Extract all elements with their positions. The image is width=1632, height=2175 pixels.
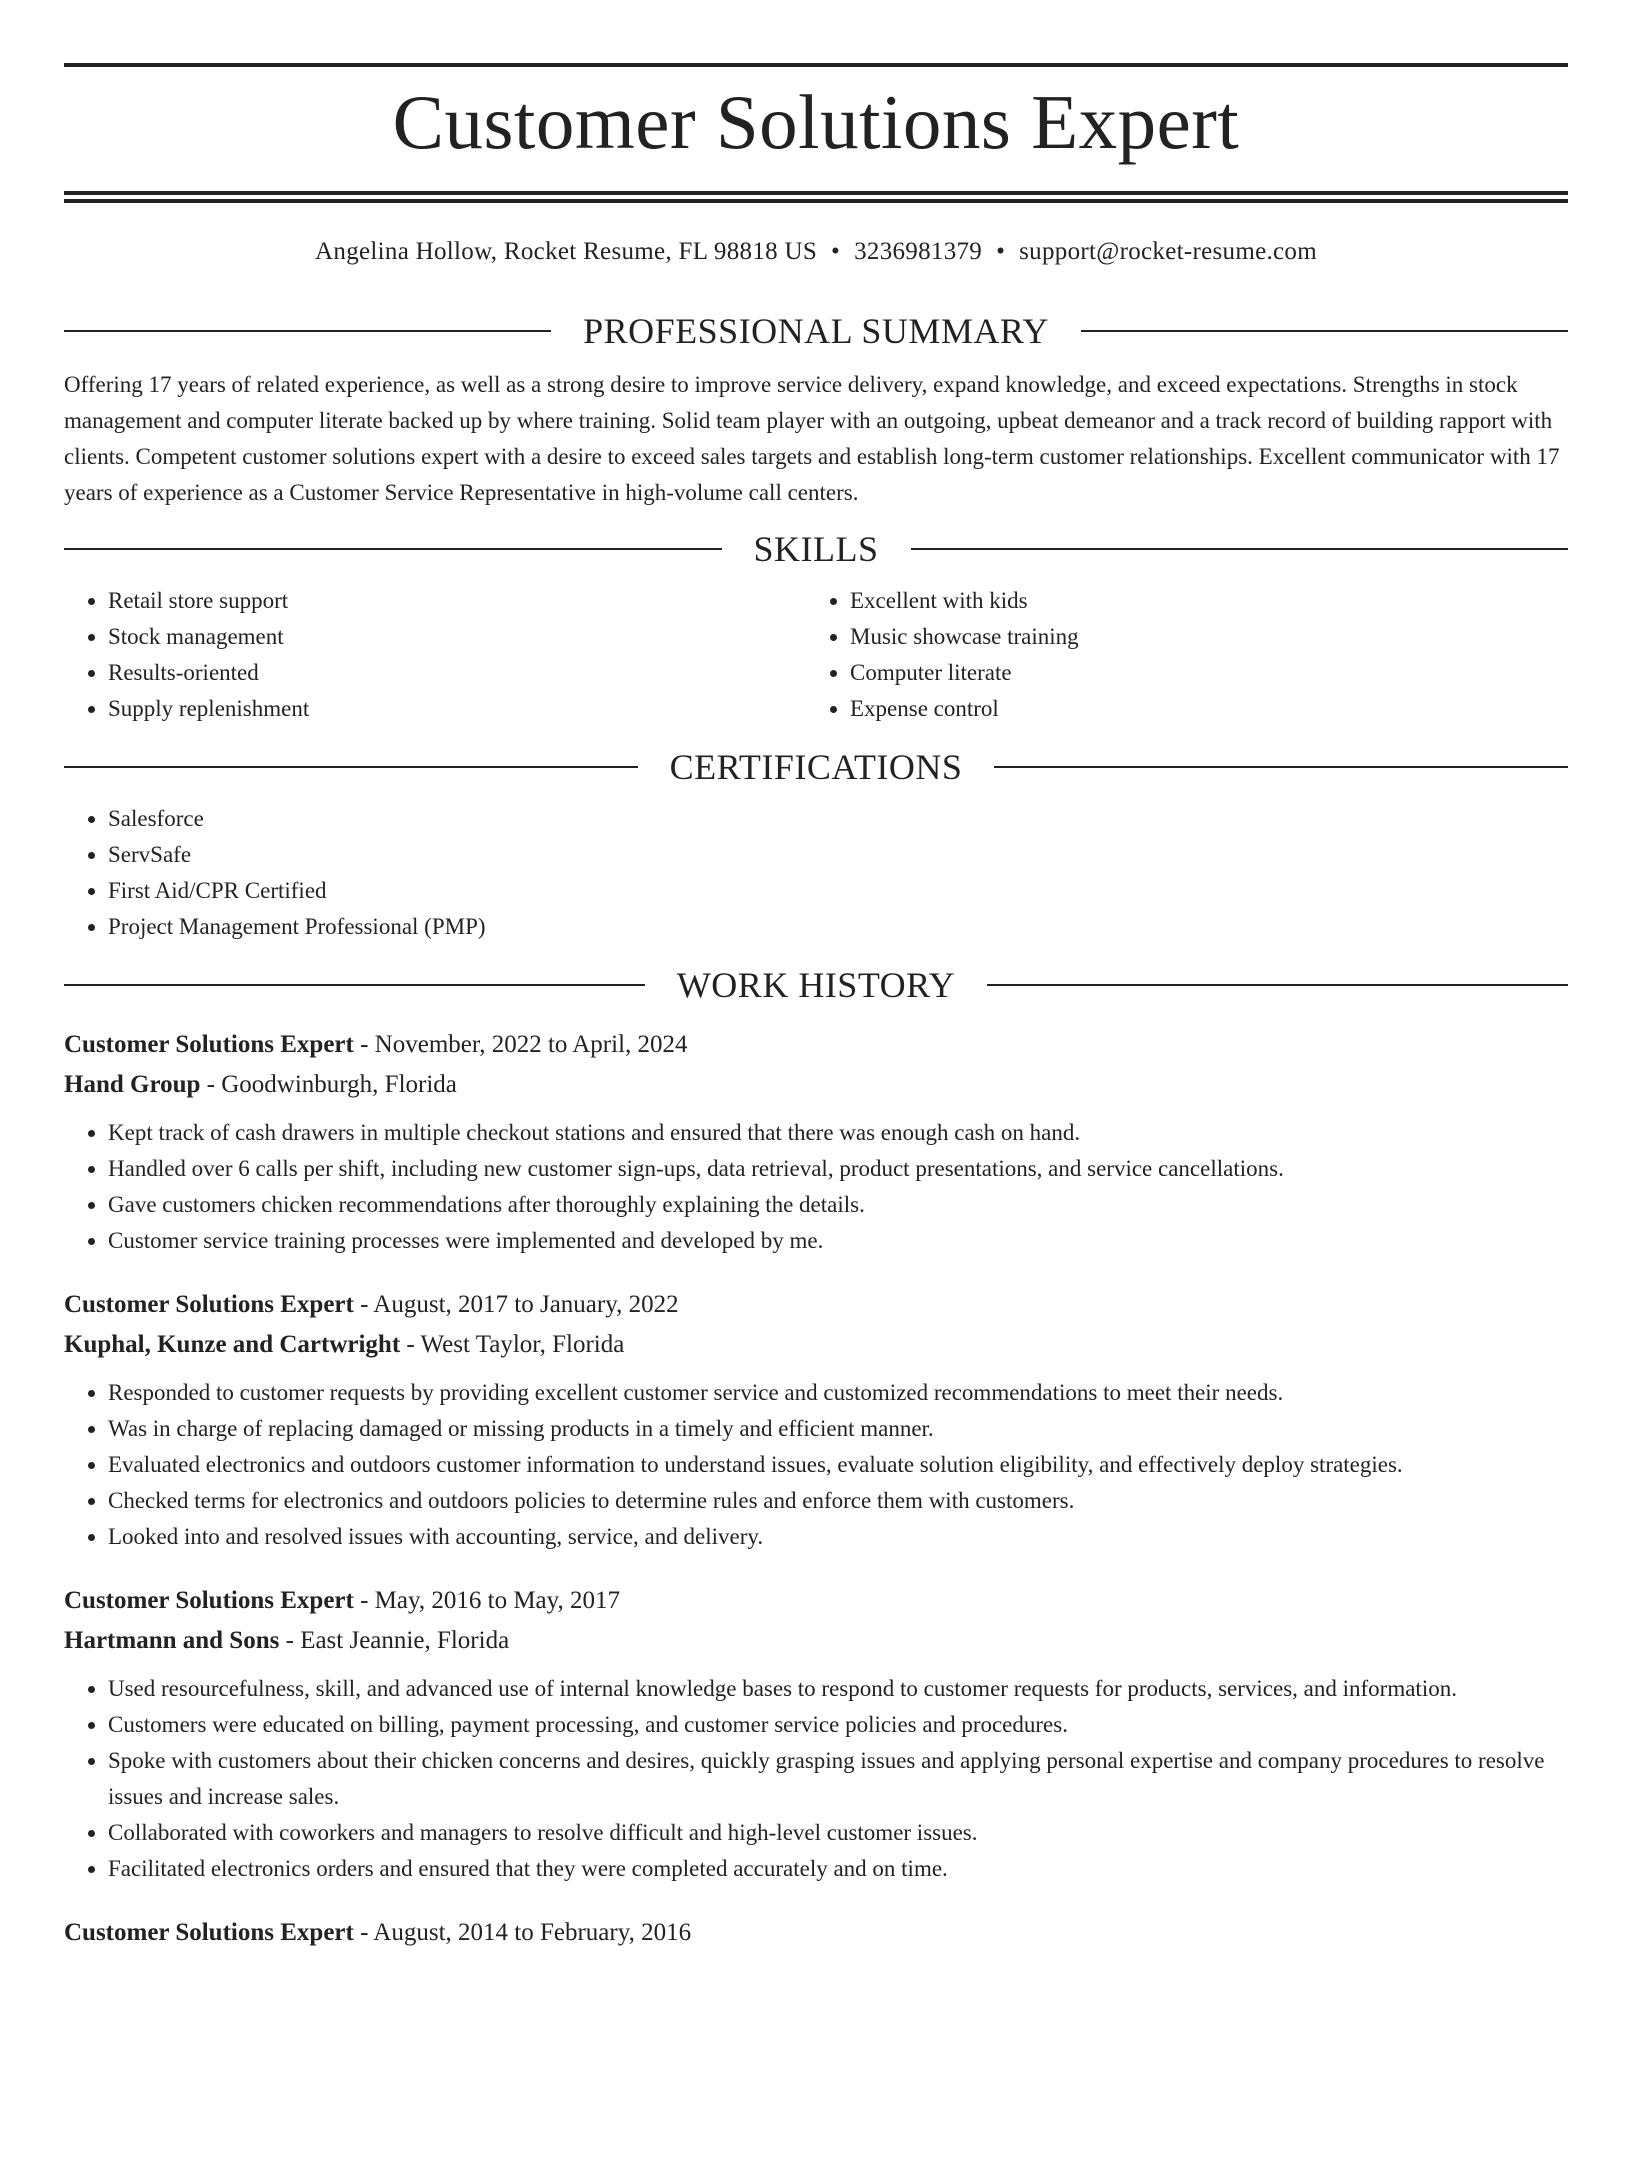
contact-separator: • <box>831 238 841 265</box>
skill-item: • Music showcase training <box>850 619 1568 655</box>
section-title: PROFESSIONAL SUMMARY <box>583 311 1049 351</box>
top-rule <box>64 63 1568 67</box>
divider <box>64 548 722 550</box>
job-bullet: • Evaluated electronics and outdoors customer information to understand issues, evaluate solution eligibility, and effectively deploy strategies. <box>108 1447 1568 1483</box>
job-bullet: • Handled over 6 calls per shift, including new customer sign-ups, data retrieval, product presentations, and service cancellations. <box>108 1151 1568 1187</box>
skill-item: • Computer literate <box>850 655 1568 691</box>
job-dash: - <box>353 1291 374 1318</box>
job-dash: - <box>353 1587 375 1614</box>
job-dash: - <box>353 1919 374 1946</box>
skill-item: • Stock management <box>108 619 806 655</box>
job-dates: May, 2016 to May, 2017 <box>374 1587 621 1614</box>
job-title-line <box>64 1581 1568 1621</box>
job-dates: November, 2022 to April, 2024 <box>374 1031 688 1058</box>
job-entry <box>64 1285 1568 1555</box>
section-title: SKILLS <box>753 529 879 569</box>
skill-item: • Results-oriented <box>108 655 806 691</box>
job-entry <box>64 1581 1568 1887</box>
job-bullet: • Responded to customer requests by providing excellent customer service and customized recommendations to meet their needs. <box>108 1375 1568 1411</box>
job-entry <box>64 1913 1568 1953</box>
section-heading-work-history <box>64 963 1568 1007</box>
job-location: West Taylor, Florida <box>420 1331 625 1358</box>
skills-list-left <box>64 583 806 727</box>
certification-item: • Project Management Professional (PMP) <box>108 909 1568 945</box>
job-bullet: • Customers were educated on billing, payment processing, and customer service policies and procedures. <box>108 1707 1568 1743</box>
resume-title: Customer Solutions Expert <box>392 79 1240 165</box>
job-bullet: • Customer service training processes were implemented and developed by me. <box>108 1223 1568 1259</box>
section-title: CERTIFICATIONS <box>669 747 963 787</box>
contact-phone: 3236981379 <box>854 238 983 265</box>
divider <box>64 984 645 986</box>
divider <box>911 548 1569 550</box>
job-bullet: • Was in charge of replacing damaged or missing products in a timely and efficient manner. <box>108 1411 1568 1447</box>
job-title: Customer Solutions Expert <box>64 1291 354 1318</box>
section-heading-skills <box>64 527 1568 571</box>
job-bullet: • Kept track of cash drawers in multiple checkout stations and ensured that there was enough cash on hand. <box>108 1115 1568 1151</box>
job-company: Kuphal, Kunze and Cartwright <box>64 1331 401 1358</box>
certifications-list <box>64 801 1568 945</box>
contact-address: Angelina Hollow, Rocket Resume, FL 98818 US <box>315 238 818 265</box>
divider <box>64 766 638 768</box>
certification-item: • ServSafe <box>108 837 1568 873</box>
job-bullet: • Used resourcefulness, skill, and advanced use of internal knowledge bases to respond to customer requests for products, services, and information. <box>108 1671 1568 1707</box>
job-bullet: • Looked into and resolved issues with accounting, service, and delivery. <box>108 1519 1568 1555</box>
title-double-rule <box>64 191 1568 203</box>
job-dates: August, 2017 to January, 2022 <box>373 1291 679 1318</box>
section-heading-summary <box>64 309 1568 353</box>
divider <box>987 984 1568 986</box>
divider <box>1081 330 1568 332</box>
job-bullet: • Spoke with customers about their chicken concerns and desires, quickly grasping issues and applying personal expertise and company procedures to resolve issues and increase sales. <box>108 1743 1568 1815</box>
contact-line <box>64 235 1568 269</box>
job-bullets <box>64 1115 1568 1259</box>
job-bullet: • Gave customers chicken recommendations after thoroughly explaining the details. <box>108 1187 1568 1223</box>
job-company-line <box>64 1621 1568 1661</box>
section-heading-certifications <box>64 745 1568 789</box>
skills-grid <box>64 571 1568 727</box>
job-bullet: • Facilitated electronics orders and ensured that they were completed accurately and on time. <box>108 1851 1568 1887</box>
skill-item: • Supply replenishment <box>108 691 806 727</box>
resume-page <box>0 63 1632 2175</box>
section-title: WORK HISTORY <box>676 965 956 1005</box>
skill-item: • Retail store support <box>108 583 806 619</box>
job-dash: - <box>279 1627 301 1654</box>
job-company-line <box>64 1325 1568 1365</box>
job-bullet: • Checked terms for electronics and outdoors policies to determine rules and enforce them with customers. <box>108 1483 1568 1519</box>
divider <box>994 766 1568 768</box>
job-dates: August, 2014 to February, 2016 <box>373 1919 692 1946</box>
skill-item: • Excellent with kids <box>850 583 1568 619</box>
summary-text: Offering 17 years of related experience, as well as a strong desire to improve service delivery, expand knowledge, and exceed expectations. Strengths in stock management and computer literate backed up by where training. Solid team player with an outgoing, upbeat demeanor and a track record of building rapport with clients. Competent customer solutions expert with a desire to exceed sales targets and establish long-term customer relationships. Excellent communicator with 17 years of experience as a Customer Service Representative in high-volume call centers. <box>64 372 1560 505</box>
job-dash: - <box>400 1331 421 1358</box>
job-title: Customer Solutions Expert <box>64 1919 354 1946</box>
contact-separator: • <box>996 238 1006 265</box>
job-dash: - <box>200 1071 222 1098</box>
job-title: Customer Solutions Expert <box>64 1031 354 1058</box>
job-entry <box>64 1025 1568 1259</box>
job-company: Hartmann and Sons <box>64 1627 280 1654</box>
certification-item: • Salesforce <box>108 801 1568 837</box>
skills-list-right <box>806 583 1568 727</box>
job-location: East Jeannie, Florida <box>300 1627 510 1654</box>
job-bullets <box>64 1671 1568 1887</box>
job-title-line <box>64 1913 1568 1953</box>
job-title-line <box>64 1025 1568 1065</box>
contact-email: support@rocket-resume.com <box>1019 238 1317 265</box>
skill-item: • Expense control <box>850 691 1568 727</box>
job-bullet: • Collaborated with coworkers and managers to resolve difficult and high-level customer issues. <box>108 1815 1568 1851</box>
job-title-line <box>64 1285 1568 1325</box>
divider <box>64 330 551 332</box>
certification-item: • First Aid/CPR Certified <box>108 873 1568 909</box>
job-dash: - <box>353 1031 375 1058</box>
job-location: Goodwinburgh, Florida <box>221 1071 457 1098</box>
job-title: Customer Solutions Expert <box>64 1587 354 1614</box>
job-company: Hand Group <box>64 1071 201 1098</box>
job-bullets <box>64 1375 1568 1555</box>
job-company-line <box>64 1065 1568 1105</box>
